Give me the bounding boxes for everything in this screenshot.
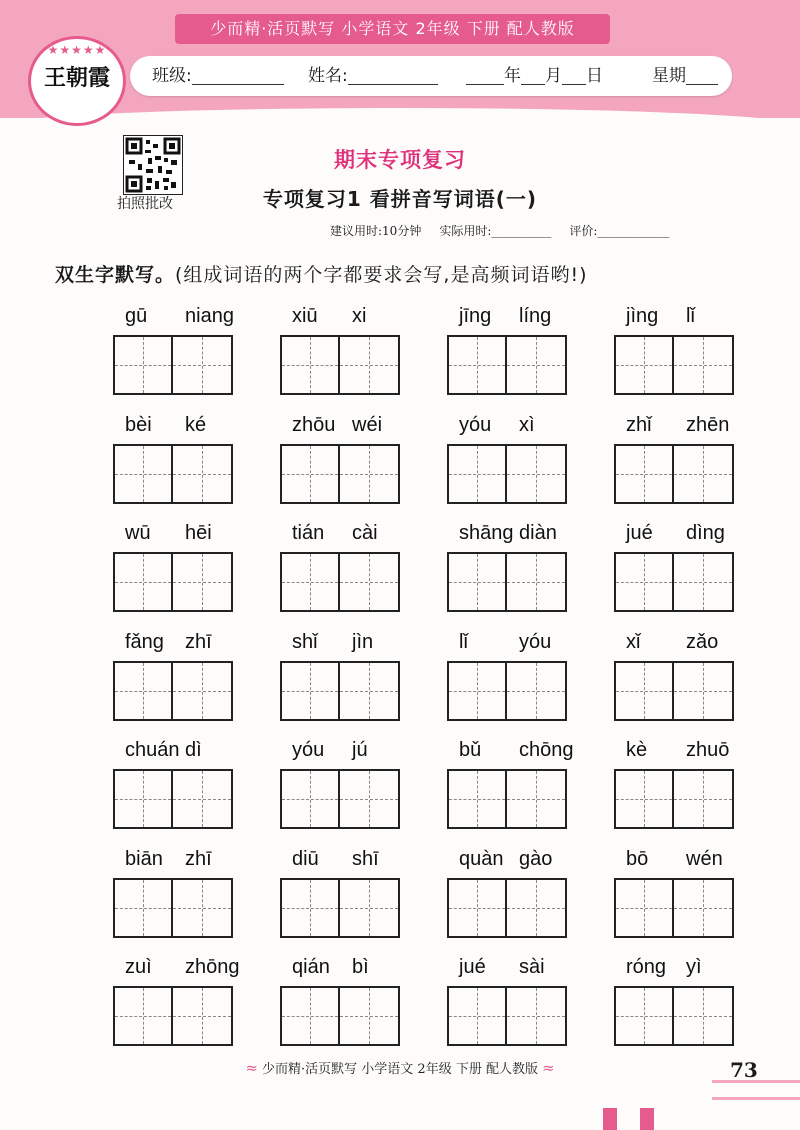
pinyin-line — [614, 522, 774, 552]
writing-cell[interactable] — [282, 880, 340, 936]
word-item — [614, 848, 774, 878]
word-item — [280, 414, 440, 444]
pinyin-syllable: dì — [185, 739, 202, 761]
pinyin-syllable: zǎo — [686, 631, 719, 653]
word-item — [113, 305, 273, 335]
pinyin-syllable: fǎng — [125, 631, 164, 653]
writing-cell[interactable] — [616, 554, 674, 610]
footer-text: 少而精·活页默写 小学语文 2年级 下册 配人教版 — [262, 1062, 538, 1077]
writing-cell[interactable] — [282, 554, 340, 610]
writing-grid — [447, 335, 567, 395]
day-label: 日 — [586, 66, 603, 86]
pinyin-syllable: zhī — [185, 631, 212, 653]
writing-grid — [447, 986, 567, 1046]
writing-cell[interactable] — [449, 554, 507, 610]
pinyin-syllable: ké — [185, 414, 207, 436]
writing-grid — [614, 986, 734, 1046]
writing-grid — [614, 878, 734, 938]
pinyin-line — [113, 848, 273, 878]
pinyin-syllable: bǔ — [459, 739, 482, 761]
logo-stars: ★★★★★ — [47, 43, 107, 57]
weekday-label: 星期 — [652, 66, 686, 86]
writing-cell[interactable] — [173, 771, 231, 827]
year-label: 年 — [504, 66, 521, 86]
word-item — [113, 522, 273, 552]
pinyin-line — [447, 522, 607, 552]
pinyin-syllable: gū — [125, 305, 148, 327]
writing-cell[interactable] — [340, 446, 398, 502]
footer — [0, 1058, 800, 1077]
section-title: 专项复习1 看拼音写词语(一) — [262, 187, 538, 211]
writing-cell[interactable] — [674, 446, 732, 502]
writing-cell[interactable] — [340, 771, 398, 827]
writing-cell[interactable] — [449, 337, 507, 393]
pinyin-line — [113, 305, 273, 335]
pinyin-syllable: wéi — [352, 414, 383, 436]
pinyin-line — [614, 631, 774, 661]
pinyin-line — [447, 848, 607, 878]
writing-grid — [447, 444, 567, 504]
word-item — [614, 631, 774, 661]
word-item — [113, 956, 273, 986]
writing-grid — [614, 769, 734, 829]
date-field[interactable] — [466, 56, 603, 96]
writing-cell[interactable] — [674, 663, 732, 719]
pinyin-syllable: líng — [519, 305, 552, 327]
pinyin-line — [280, 631, 440, 661]
pinyin-line — [113, 956, 273, 986]
writing-grid — [280, 444, 400, 504]
writing-cell[interactable] — [449, 880, 507, 936]
writing-grid — [614, 661, 734, 721]
pinyin-syllable: jú — [352, 739, 368, 761]
pinyin-line — [113, 631, 273, 661]
weekday-field[interactable] — [652, 56, 718, 96]
instruction-lead: 双生字默写。 — [55, 264, 176, 286]
writing-cell[interactable] — [674, 554, 732, 610]
pinyin-syllable: yóu — [292, 739, 325, 761]
pinyin-line — [113, 414, 273, 444]
word-item — [447, 739, 607, 769]
page-tab-mark — [603, 1108, 617, 1130]
writing-cell[interactable] — [449, 988, 507, 1044]
word-item — [280, 848, 440, 878]
pinyin-syllable: bèi — [125, 414, 152, 436]
writing-cell[interactable] — [507, 771, 565, 827]
pinyin-syllable: jué — [459, 956, 486, 978]
pinyin-line — [280, 848, 440, 878]
pinyin-line — [447, 305, 607, 335]
writing-cell[interactable] — [616, 446, 674, 502]
pinyin-syllable: jīng — [459, 305, 492, 327]
word-item — [113, 414, 273, 444]
pinyin-syllable: diū — [292, 848, 319, 870]
name-label: 姓名: — [308, 66, 348, 86]
pinyin-syllable: kè — [626, 739, 648, 761]
writing-grid — [614, 444, 734, 504]
writing-grid — [280, 769, 400, 829]
pinyin-line — [614, 414, 774, 444]
page-number: 73 — [730, 1058, 758, 1082]
writing-cell[interactable] — [173, 988, 231, 1044]
writing-cell[interactable] — [173, 880, 231, 936]
pinyin-line — [280, 956, 440, 986]
pinyin-line — [113, 522, 273, 552]
word-item — [447, 848, 607, 878]
pinyin-line — [280, 739, 440, 769]
page-tab-mark — [640, 1108, 654, 1130]
writing-grid — [447, 552, 567, 612]
pinyin-line — [614, 956, 774, 986]
pinyin-syllable: jué — [626, 522, 653, 544]
writing-cell[interactable] — [449, 663, 507, 719]
pinyin-syllable: biān — [125, 848, 163, 870]
word-item — [280, 305, 440, 335]
word-item — [447, 631, 607, 661]
writing-grid — [280, 552, 400, 612]
writing-cell[interactable] — [507, 663, 565, 719]
pinyin-syllable: niang — [185, 305, 234, 327]
word-item — [447, 956, 607, 986]
class-field[interactable] — [152, 56, 284, 96]
writing-grid — [280, 335, 400, 395]
pinyin-line — [447, 956, 607, 986]
writing-grid — [113, 986, 233, 1046]
writing-grid — [614, 335, 734, 395]
review-title: 期末专项复习 — [334, 148, 466, 172]
footer-left-mark: ≈ — [245, 1059, 258, 1077]
instruction-note: (组成词语的两个字都要求会写,是高频词语哟!) — [175, 264, 588, 286]
writing-cell[interactable] — [616, 663, 674, 719]
pinyin-syllable: dìng — [686, 522, 725, 544]
pinyin-syllable: bō — [626, 848, 649, 870]
writing-cell[interactable] — [507, 337, 565, 393]
pinyin-syllable: diàn — [519, 522, 557, 544]
word-item — [447, 522, 607, 552]
writing-grid — [447, 661, 567, 721]
pinyin-line — [614, 848, 774, 878]
writing-cell[interactable] — [340, 337, 398, 393]
pinyin-syllable: jìn — [352, 631, 374, 653]
writing-cell[interactable] — [173, 663, 231, 719]
pinyin-syllable: shāng — [459, 522, 514, 544]
word-item — [447, 305, 607, 335]
pinyin-syllable: shǐ — [292, 631, 318, 653]
word-item — [280, 956, 440, 986]
pinyin-line — [447, 414, 607, 444]
name-field[interactable] — [308, 56, 438, 96]
pinyin-syllable: zhǐ — [626, 414, 652, 436]
pinyin-line — [280, 305, 440, 335]
pinyin-syllable: yóu — [459, 414, 492, 436]
writing-grid — [447, 878, 567, 938]
writing-cell[interactable] — [507, 880, 565, 936]
pinyin-line — [113, 739, 273, 769]
writing-cell[interactable] — [340, 554, 398, 610]
writing-grid — [113, 335, 233, 395]
writing-cell[interactable] — [340, 988, 398, 1044]
writing-cell[interactable] — [115, 663, 173, 719]
instruction — [55, 260, 588, 287]
series-banner: 少而精·活页默写 小学语文 2年级 下册 配人教版 — [175, 14, 610, 44]
pinyin-line — [280, 414, 440, 444]
pinyin-syllable: zhuō — [686, 739, 730, 761]
pinyin-syllable: zuì — [125, 956, 152, 978]
pinyin-line — [614, 305, 774, 335]
writing-cell[interactable] — [674, 880, 732, 936]
evaluation-field[interactable]: 评价:____________ — [569, 224, 670, 238]
writing-cell[interactable] — [507, 988, 565, 1044]
pinyin-line — [447, 739, 607, 769]
writing-grid — [113, 661, 233, 721]
word-item — [447, 414, 607, 444]
writing-grid — [113, 444, 233, 504]
writing-cell[interactable] — [173, 337, 231, 393]
pinyin-syllable: xì — [519, 414, 535, 436]
writing-cell[interactable] — [674, 988, 732, 1044]
writing-cell[interactable] — [282, 988, 340, 1044]
pinyin-syllable: chuán — [125, 739, 180, 761]
writing-cell[interactable] — [674, 337, 732, 393]
writing-cell[interactable] — [115, 988, 173, 1044]
writing-cell[interactable] — [282, 337, 340, 393]
pinyin-syllable: tián — [292, 522, 325, 544]
pinyin-syllable: qián — [292, 956, 330, 978]
writing-grid — [113, 878, 233, 938]
pinyin-syllable: quàn — [459, 848, 504, 870]
word-item — [614, 522, 774, 552]
decorative-wave — [712, 1080, 800, 1100]
suggested-time: 建议用时:10分钟 — [330, 224, 422, 238]
writing-cell[interactable] — [674, 771, 732, 827]
word-item — [113, 739, 273, 769]
pinyin-syllable: wén — [686, 848, 723, 870]
writing-cell[interactable] — [173, 554, 231, 610]
pinyin-syllable: zhī — [185, 848, 212, 870]
word-item — [614, 414, 774, 444]
writing-grid — [280, 878, 400, 938]
pinyin-syllable: wū — [125, 522, 151, 544]
writing-cell[interactable] — [115, 771, 173, 827]
pinyin-syllable: lǐ — [459, 631, 468, 653]
word-item — [280, 739, 440, 769]
month-label: 月 — [545, 66, 562, 86]
word-item — [614, 956, 774, 986]
writing-cell[interactable] — [616, 771, 674, 827]
writing-cell[interactable] — [449, 771, 507, 827]
writing-cell[interactable] — [282, 446, 340, 502]
word-item — [614, 739, 774, 769]
class-label: 班级: — [152, 66, 192, 86]
pinyin-syllable: sài — [519, 956, 545, 978]
writing-cell[interactable] — [507, 446, 565, 502]
writing-grid — [280, 986, 400, 1046]
time-line — [330, 222, 669, 239]
writing-cell[interactable] — [616, 880, 674, 936]
writing-cell[interactable] — [115, 554, 173, 610]
pinyin-syllable: lǐ — [686, 305, 695, 327]
writing-cell[interactable] — [449, 446, 507, 502]
word-item — [113, 631, 273, 661]
writing-cell[interactable] — [115, 446, 173, 502]
pinyin-line — [614, 739, 774, 769]
writing-cell[interactable] — [616, 337, 674, 393]
writing-cell[interactable] — [173, 446, 231, 502]
pinyin-syllable: zhōu — [292, 414, 336, 436]
writing-cell[interactable] — [340, 880, 398, 936]
pinyin-syllable: xi — [352, 305, 367, 327]
pinyin-syllable: xǐ — [626, 631, 641, 653]
word-item — [113, 848, 273, 878]
writing-cell[interactable] — [282, 771, 340, 827]
pinyin-syllable: bì — [352, 956, 369, 978]
writing-grid — [447, 769, 567, 829]
writing-grid — [280, 661, 400, 721]
writing-cell[interactable] — [507, 554, 565, 610]
pinyin-syllable: cài — [352, 522, 378, 544]
pinyin-syllable: shī — [352, 848, 379, 870]
pinyin-syllable: zhēn — [686, 414, 730, 436]
writing-cell[interactable] — [115, 337, 173, 393]
actual-time-field[interactable]: 实际用时:__________ — [439, 224, 552, 238]
publisher-logo — [28, 36, 126, 126]
writing-grid — [113, 769, 233, 829]
pinyin-syllable: xiū — [292, 305, 318, 327]
logo-name: 王朝霞 — [43, 65, 110, 91]
writing-cell[interactable] — [616, 988, 674, 1044]
writing-cell[interactable] — [282, 663, 340, 719]
pinyin-syllable: yóu — [519, 631, 552, 653]
footer-right-mark: ≈ — [542, 1059, 555, 1077]
word-item — [280, 522, 440, 552]
word-item — [614, 305, 774, 335]
writing-grid — [614, 552, 734, 612]
pinyin-syllable: jìng — [626, 305, 659, 327]
word-item — [280, 631, 440, 661]
pinyin-line — [280, 522, 440, 552]
pinyin-syllable: zhōng — [185, 956, 240, 978]
writing-grid — [113, 552, 233, 612]
writing-cell[interactable] — [115, 880, 173, 936]
pinyin-syllable: yì — [686, 956, 702, 978]
pinyin-syllable: chōng — [519, 739, 574, 761]
pinyin-line — [447, 631, 607, 661]
pinyin-syllable: róng — [626, 956, 667, 978]
pinyin-syllable: hēi — [185, 522, 212, 544]
writing-cell[interactable] — [340, 663, 398, 719]
qr-label: 拍照批改 — [117, 196, 173, 212]
student-info-bar — [130, 56, 732, 96]
pinyin-syllable: gào — [519, 848, 553, 870]
